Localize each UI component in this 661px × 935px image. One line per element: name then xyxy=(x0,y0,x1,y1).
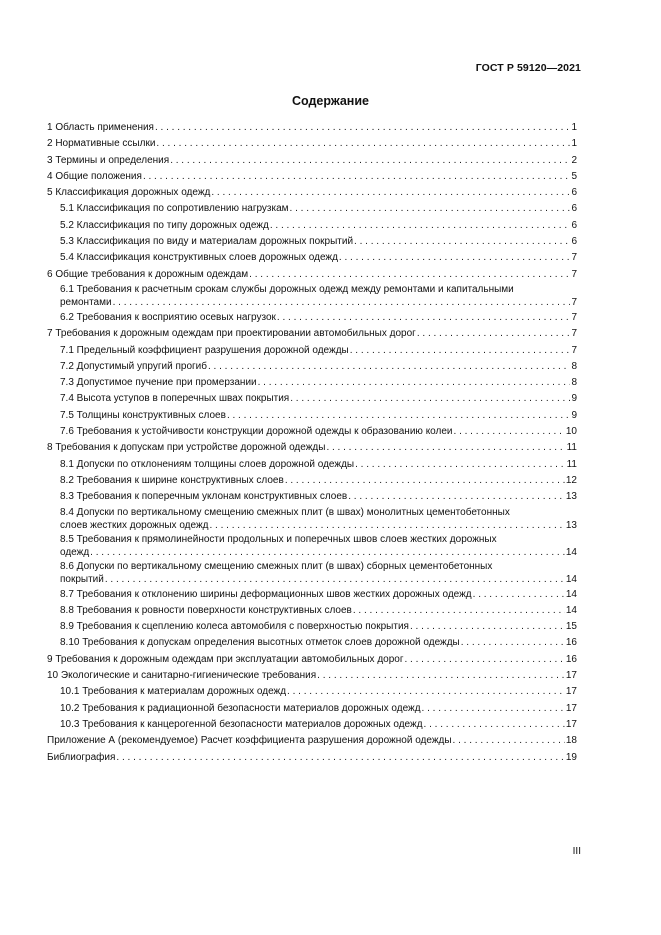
toc-entry[interactable] xyxy=(47,359,577,375)
toc-entry-page: 17 xyxy=(565,718,577,730)
toc-entry-label: Приложение А (рекомендуемое) Расчет коэффициента разрушения дорожной одежды xyxy=(47,735,452,747)
toc-leader-dots xyxy=(424,717,565,733)
toc-entry-multiline[interactable] xyxy=(47,560,577,587)
toc-entry-label: 8.8 Требования к ровности поверхности конструктивных слоев xyxy=(60,604,352,616)
toc-entry[interactable] xyxy=(60,296,577,310)
toc-leader-dots xyxy=(277,310,571,326)
toc-entry-page: 6 xyxy=(571,219,577,231)
toc-leader-dots xyxy=(353,603,565,619)
toc-entry-label: 5.4 Классификация конструктивных слоев дорожных одежд xyxy=(60,252,338,264)
toc-leader-dots xyxy=(290,391,570,407)
toc-leader-dots xyxy=(90,546,565,560)
toc-leader-dots xyxy=(461,635,565,651)
toc-leader-dots xyxy=(404,652,564,668)
toc-leader-dots xyxy=(270,218,571,234)
toc-entry-page: 17 xyxy=(565,670,577,682)
toc-entry[interactable] xyxy=(47,310,577,326)
toc-leader-dots xyxy=(350,343,571,359)
toc-leader-dots xyxy=(113,296,571,310)
toc-leader-dots xyxy=(339,250,571,266)
toc-entry-page: 14 xyxy=(565,604,577,616)
toc-leader-dots xyxy=(410,619,565,635)
toc-leader-dots xyxy=(143,169,571,185)
toc-entry-label: 6 Общие требования к дорожным одеждам xyxy=(47,268,249,280)
toc-entry-page: 8 xyxy=(571,360,577,372)
toc-entry-label: 8.1 Допуски по отклонениям толщины слоев дорожной одежды xyxy=(60,458,355,470)
toc-entry-label: 8.9 Требования к сцеплению колеса автомобиля с поверхностью покрытия xyxy=(60,621,409,633)
toc-entry-label: 3 Термины и определения xyxy=(47,154,170,166)
toc-entry-page: 7 xyxy=(571,328,577,340)
toc-entry-page: 1 xyxy=(571,138,577,150)
toc-leader-dots xyxy=(227,408,571,424)
toc-entry[interactable] xyxy=(47,391,577,407)
toc-leader-dots xyxy=(355,457,566,473)
toc-entry-label: одежд xyxy=(60,546,90,558)
toc-entry-label: 7.4 Высота уступов в поперечных швах покрытия xyxy=(60,393,290,405)
toc-entry-label: слоев жестких дорожных одежд xyxy=(60,519,209,531)
toc-entry[interactable] xyxy=(47,603,577,619)
toc-entry[interactable] xyxy=(47,250,577,266)
toc-entry[interactable] xyxy=(47,668,577,684)
page-number: III xyxy=(572,846,581,857)
toc-leader-dots xyxy=(417,326,571,342)
toc-entry-multiline[interactable] xyxy=(47,506,577,533)
toc-entry-page: 6 xyxy=(571,187,577,199)
toc-entry[interactable] xyxy=(60,546,577,560)
toc-leader-dots xyxy=(290,201,571,217)
toc-entry[interactable] xyxy=(47,169,577,185)
toc-entry-page: 12 xyxy=(565,474,577,486)
toc-entry-page: 13 xyxy=(565,491,577,503)
toc-entry[interactable] xyxy=(60,573,577,587)
toc-leader-dots xyxy=(453,733,565,749)
toc-leader-dots xyxy=(211,185,570,201)
toc-entry[interactable] xyxy=(47,635,577,651)
toc-entry-page: 7 xyxy=(571,344,577,356)
toc-entry-label: 8 Требования к допускам при устройстве дорожной одежды xyxy=(47,442,326,454)
toc-entry-page: 2 xyxy=(571,154,577,166)
toc-entry[interactable] xyxy=(47,218,577,234)
toc-entry-label: 10.2 Требования к радиационной безопасности материалов дорожных одежд xyxy=(60,702,421,714)
toc-entry-page: 11 xyxy=(566,442,577,454)
toc-entry[interactable] xyxy=(47,267,577,283)
toc-leader-dots xyxy=(454,424,565,440)
toc-entry[interactable] xyxy=(47,733,577,749)
toc-entry[interactable] xyxy=(47,652,577,668)
toc-leader-dots xyxy=(156,136,570,152)
toc-leader-dots xyxy=(170,153,570,169)
toc-entry-label: 5 Классификация дорожных одежд xyxy=(47,187,211,199)
toc-entry-page: 11 xyxy=(566,458,577,470)
document-id: ГОСТ Р 59120—2021 xyxy=(475,62,581,74)
toc-entry-label: ремонтами xyxy=(60,296,112,308)
toc-entry[interactable] xyxy=(47,587,577,603)
toc-leader-dots xyxy=(326,440,565,456)
toc-entry-page: 17 xyxy=(565,702,577,714)
toc-entry-page: 9 xyxy=(571,409,577,421)
toc-leader-dots xyxy=(317,668,565,684)
toc-entry-page: 14 xyxy=(565,573,577,585)
toc-entry-label: 5.1 Классификация по сопротивлению нагрузкам xyxy=(60,203,289,215)
toc-leader-dots xyxy=(258,375,571,391)
toc-entry-multiline[interactable] xyxy=(47,533,577,560)
toc-entry[interactable] xyxy=(60,519,577,533)
toc-entry[interactable] xyxy=(47,684,577,700)
toc-entry-page: 7 xyxy=(571,296,577,308)
toc-entry-label: 7 Требования к дорожным одеждам при проектировании автомобильных дорог xyxy=(47,328,416,340)
toc-entry-label: 10.3 Требования к канцерогенной безопасности материалов дорожных одежд xyxy=(60,718,423,730)
toc-entry-label: 10 Экологические и санитарно-гигиенические требования xyxy=(47,670,317,682)
toc-entry-label-line1: 8.6 Допуски по вертикальному смещению смежных плит (в швах) сборных цементобетонных xyxy=(60,560,493,572)
toc-entry-label: 7.1 Предельный коэффициент разрушения дорожной одежды xyxy=(60,344,349,356)
toc-entry-page: 7 xyxy=(571,268,577,280)
toc-entry[interactable] xyxy=(47,701,577,717)
toc-leader-dots xyxy=(348,489,565,505)
toc-entry-label: 7.2 Допустимый упругий прогиб xyxy=(60,360,207,372)
toc-entry-page: 8 xyxy=(571,377,577,389)
toc-entry[interactable] xyxy=(47,473,577,489)
toc-entry-page: 16 xyxy=(565,637,577,649)
toc-entry-label-line1: 8.4 Допуски по вертикальному смещению смежных плит (в швах) монолитных цементобетонных xyxy=(60,506,510,518)
toc-leader-dots xyxy=(105,573,565,587)
toc-entry-label: покрытий xyxy=(60,573,104,585)
toc-entry-label-line1: 6.1 Требования к расчетным срокам службы дорожных одежд между ремонтами и капитальными xyxy=(60,283,514,295)
toc-entry[interactable] xyxy=(47,375,577,391)
toc-entry[interactable] xyxy=(47,153,577,169)
toc-entry[interactable] xyxy=(47,343,577,359)
toc-entry[interactable] xyxy=(47,489,577,505)
toc-entry-label: 1 Область применения xyxy=(47,122,154,133)
toc-entry-page: 7 xyxy=(571,252,577,264)
toc-entry-label: 8.2 Требования к ширине конструктивных слоев xyxy=(60,474,284,486)
toc-leader-dots xyxy=(249,267,570,283)
toc-leader-dots xyxy=(422,701,565,717)
toc-entry-label: 6.2 Требования к восприятию осевых нагрузок xyxy=(60,311,276,323)
toc-leader-dots xyxy=(208,359,570,375)
toc-entry-page: 16 xyxy=(565,653,577,665)
toc-leader-dots xyxy=(155,120,570,136)
toc-entry-label: 2 Нормативные ссылки xyxy=(47,138,156,150)
table-of-contents xyxy=(47,120,577,766)
toc-leader-dots xyxy=(287,684,565,700)
toc-entry-page: 17 xyxy=(565,686,577,698)
toc-entry-label-line1: 8.5 Требования к прямолинейности продольных и поперечных швов слоев жестких дорожных xyxy=(60,533,497,545)
toc-entry-page: 7 xyxy=(571,311,577,323)
toc-entry-label: 7.6 Требования к устойчивости конструкции дорожной одежды к образованию колеи xyxy=(60,426,453,438)
toc-leader-dots xyxy=(473,587,565,603)
toc-entry[interactable] xyxy=(47,234,577,250)
toc-entry[interactable] xyxy=(47,424,577,440)
toc-entry-page: 5 xyxy=(571,170,577,182)
toc-entry-label: 7.5 Толщины конструктивных слоев xyxy=(60,409,226,421)
toc-entry-page: 6 xyxy=(571,236,577,248)
toc-entry-label: 7.3 Допустимое пучение при промерзании xyxy=(60,377,257,389)
toc-entry[interactable] xyxy=(47,750,577,766)
toc-entry-label: 8.3 Требования к поперечным уклонам конструктивных слоев xyxy=(60,491,348,503)
toc-entry[interactable] xyxy=(47,136,577,152)
toc-entry[interactable] xyxy=(47,408,577,424)
toc-entry[interactable] xyxy=(47,120,577,136)
toc-entry-page: 18 xyxy=(565,735,577,747)
toc-entry-label: 5.3 Классификация по виду и материалам дорожных покрытий xyxy=(60,236,354,248)
toc-entry[interactable] xyxy=(47,440,577,456)
toc-entry[interactable] xyxy=(47,326,577,342)
toc-leader-dots xyxy=(354,234,570,250)
toc-entry-page: 9 xyxy=(571,393,577,405)
toc-entry-page: 15 xyxy=(565,621,577,633)
toc-entry-page: 6 xyxy=(571,203,577,215)
toc-entry-page: 19 xyxy=(565,751,577,763)
toc-entry[interactable] xyxy=(47,619,577,635)
toc-entry-page: 10 xyxy=(565,426,577,438)
toc-entry-page: 14 xyxy=(565,588,577,600)
toc-leader-dots xyxy=(285,473,565,489)
toc-entry-label: 5.2 Классификация по типу дорожных одежд xyxy=(60,219,269,231)
toc-leader-dots xyxy=(209,519,564,533)
page-title: Содержание xyxy=(291,94,369,108)
toc-entry[interactable] xyxy=(47,457,577,473)
toc-entry-label: 9 Требования к дорожным одеждам при эксплуатации автомобильных дорог xyxy=(47,653,404,665)
toc-entry-label: 10.1 Требования к материалам дорожных одежд xyxy=(60,686,287,698)
toc-entry-label: 4 Общие положения xyxy=(47,170,142,182)
toc-entry-page: 1 xyxy=(571,122,577,133)
toc-leader-dots xyxy=(116,750,564,766)
toc-entry-multiline[interactable] xyxy=(47,283,577,310)
toc-entry-label: 8.7 Требования к отклонению ширины деформационных швов жестких дорожных одежд xyxy=(60,588,472,600)
toc-entry-label: 8.10 Требования к допускам определения высотных отметок слоев дорожной одежды xyxy=(60,637,460,649)
toc-entry[interactable] xyxy=(47,717,577,733)
toc-entry-page: 14 xyxy=(565,546,577,558)
toc-entry[interactable] xyxy=(47,185,577,201)
toc-entry-page: 13 xyxy=(565,519,577,531)
toc-entry-label: Библиография xyxy=(47,751,116,763)
toc-entry[interactable] xyxy=(47,201,577,217)
